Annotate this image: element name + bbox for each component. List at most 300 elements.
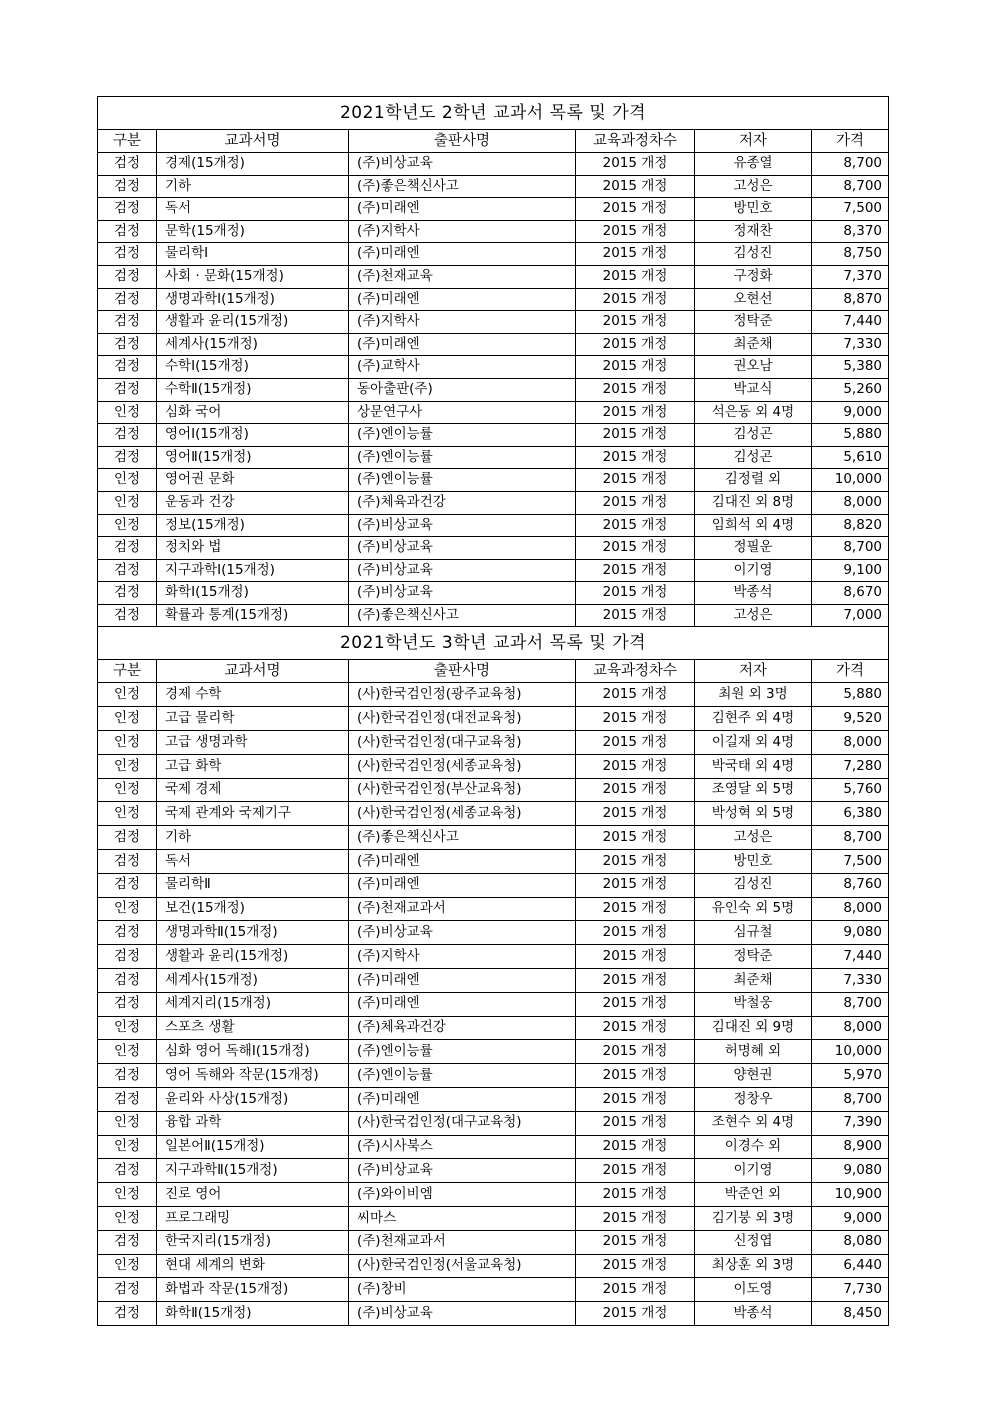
textbook-name-cell: 융합 과학 [157,1111,349,1135]
category-cell: 검정 [98,333,157,356]
price-cell: 9,080 [812,1159,889,1183]
grade2-section [98,97,889,627]
author-cell: 구정화 [695,265,812,288]
curriculum-cell: 2015 개정 [576,1040,695,1064]
curriculum-cell: 2015 개정 [576,424,695,447]
grade3-header-row [98,660,889,683]
publisher-cell: (사)한국검인정(세종교육청) [349,754,576,778]
textbook-name-cell: 생명과학Ⅰ(15개정) [157,288,349,311]
textbook-name-cell: 정보(15개정) [157,514,349,537]
author-cell: 김기붕 외 3명 [695,1207,812,1231]
author-cell: 조현수 외 4명 [695,1111,812,1135]
category-cell: 검정 [98,356,157,379]
publisher-cell: (주)좋은책신사고 [349,604,576,627]
table-row [98,356,889,379]
publisher-cell: (주)천재교육 [349,265,576,288]
col-header-price: 가격 [812,660,889,683]
publisher-cell: (주)천재교과서 [349,1230,576,1254]
price-cell: 8,820 [812,514,889,537]
textbook-name-cell: 고급 생명과학 [157,731,349,755]
category-cell: 검정 [98,424,157,447]
author-cell: 김성곤 [695,446,812,469]
table-row [98,1278,889,1302]
category-cell: 검정 [98,265,157,288]
table-row [98,1016,889,1040]
publisher-cell: (주)비상교육 [349,559,576,582]
col-header-category: 구분 [98,660,157,683]
textbook-name-cell: 사회 · 문화(15개정) [157,265,349,288]
publisher-cell: (사)한국검인정(대구교육청) [349,1111,576,1135]
publisher-cell: (주)미래엔 [349,969,576,993]
table-row [98,537,889,560]
category-cell: 인정 [98,514,157,537]
author-cell: 이경수 외 [695,1135,812,1159]
curriculum-cell: 2015 개정 [576,175,695,198]
price-cell: 7,000 [812,604,889,627]
curriculum-cell: 2015 개정 [576,1016,695,1040]
curriculum-cell: 2015 개정 [576,582,695,605]
author-cell: 권오남 [695,356,812,379]
textbook-name-cell: 세계사(15개정) [157,969,349,993]
curriculum-cell: 2015 개정 [576,1254,695,1278]
col-header-textbook: 교과서명 [157,660,349,683]
table-row [98,754,889,778]
table-row [98,243,889,266]
textbook-name-cell: 지구과학Ⅰ(15개정) [157,559,349,582]
price-cell: 9,100 [812,559,889,582]
price-cell: 8,670 [812,582,889,605]
table-row [98,969,889,993]
category-cell: 검정 [98,559,157,582]
table-row [98,559,889,582]
price-cell: 7,730 [812,1278,889,1302]
textbook-document [97,96,888,1326]
author-cell: 석은동 외 4명 [695,401,812,424]
curriculum-cell: 2015 개정 [576,802,695,826]
table-row [98,1159,889,1183]
price-cell: 5,880 [812,683,889,707]
publisher-cell: (주)천재교과서 [349,897,576,921]
table-row [98,311,889,334]
table-row [98,707,889,731]
price-cell: 7,280 [812,754,889,778]
author-cell: 김대진 외 8명 [695,491,812,514]
author-cell: 이길재 외 4명 [695,731,812,755]
curriculum-cell: 2015 개정 [576,707,695,731]
textbook-name-cell: 한국지리(15개정) [157,1230,349,1254]
textbook-name-cell: 영어권 문화 [157,469,349,492]
author-cell: 정탁준 [695,311,812,334]
curriculum-cell: 2015 개정 [576,850,695,874]
textbook-name-cell: 경제 수학 [157,683,349,707]
textbook-name-cell: 수학Ⅱ(15개정) [157,378,349,401]
author-cell: 고성은 [695,604,812,627]
publisher-cell: (주)비상교육 [349,537,576,560]
price-cell: 7,330 [812,969,889,993]
publisher-cell: (사)한국검인정(부산교육청) [349,778,576,802]
textbook-name-cell: 독서 [157,198,349,221]
author-cell: 이기영 [695,1159,812,1183]
category-cell: 검정 [98,1230,157,1254]
author-cell: 이도영 [695,1278,812,1302]
textbook-name-cell: 윤리와 사상(15개정) [157,1088,349,1112]
publisher-cell: (주)비상교육 [349,1302,576,1326]
category-cell: 인정 [98,1135,157,1159]
category-cell: 검정 [98,288,157,311]
textbook-name-cell: 운동과 건강 [157,491,349,514]
publisher-cell: (주)좋은책신사고 [349,826,576,850]
curriculum-cell: 2015 개정 [576,514,695,537]
grade3-title-row [98,627,889,660]
curriculum-cell: 2015 개정 [576,378,695,401]
price-cell: 5,610 [812,446,889,469]
author-cell: 최원 외 3명 [695,683,812,707]
price-cell: 8,700 [812,153,889,176]
author-cell: 김성곤 [695,424,812,447]
table-row [98,265,889,288]
author-cell: 박종석 [695,1302,812,1326]
category-cell: 인정 [98,1040,157,1064]
table-row [98,469,889,492]
table-row [98,897,889,921]
curriculum-cell: 2015 개정 [576,288,695,311]
textbook-name-cell: 문학(15개정) [157,220,349,243]
author-cell: 정재찬 [695,220,812,243]
publisher-cell: (주)비상교육 [349,1159,576,1183]
curriculum-cell: 2015 개정 [576,1278,695,1302]
price-cell: 9,080 [812,921,889,945]
author-cell: 박성혁 외 5명 [695,802,812,826]
table-row [98,1183,889,1207]
category-cell: 인정 [98,731,157,755]
textbook-name-cell: 진로 영어 [157,1183,349,1207]
table-row [98,153,889,176]
author-cell: 박국태 외 4명 [695,754,812,778]
price-cell: 8,700 [812,992,889,1016]
author-cell: 양현권 [695,1064,812,1088]
publisher-cell: 상문연구사 [349,401,576,424]
curriculum-cell: 2015 개정 [576,446,695,469]
textbook-name-cell: 프로그래밍 [157,1207,349,1231]
textbook-name-cell: 정치와 법 [157,537,349,560]
table-row [98,802,889,826]
table-row [98,873,889,897]
author-cell: 심규철 [695,921,812,945]
publisher-cell: (사)한국검인정(세종교육청) [349,802,576,826]
author-cell: 정탁준 [695,945,812,969]
textbook-name-cell: 독서 [157,850,349,874]
publisher-cell: (주)비상교육 [349,514,576,537]
price-cell: 8,870 [812,288,889,311]
curriculum-cell: 2015 개정 [576,897,695,921]
curriculum-cell: 2015 개정 [576,153,695,176]
category-cell: 인정 [98,707,157,731]
category-cell: 검정 [98,1088,157,1112]
publisher-cell: (사)한국검인정(서울교육청) [349,1254,576,1278]
textbook-table [97,96,889,1326]
publisher-cell: (사)한국검인정(대전교육청) [349,707,576,731]
curriculum-cell: 2015 개정 [576,220,695,243]
author-cell: 방민호 [695,850,812,874]
publisher-cell: (주)미래엔 [349,992,576,1016]
price-cell: 9,000 [812,1207,889,1231]
textbook-name-cell: 영어Ⅱ(15개정) [157,446,349,469]
curriculum-cell: 2015 개정 [576,198,695,221]
textbook-name-cell: 현대 세계의 변화 [157,1254,349,1278]
price-cell: 7,370 [812,265,889,288]
publisher-cell: (주)지학사 [349,220,576,243]
curriculum-cell: 2015 개정 [576,401,695,424]
author-cell: 고성은 [695,175,812,198]
curriculum-cell: 2015 개정 [576,945,695,969]
price-cell: 7,440 [812,945,889,969]
curriculum-cell: 2015 개정 [576,1207,695,1231]
category-cell: 인정 [98,802,157,826]
category-cell: 인정 [98,401,157,424]
author-cell: 최준채 [695,333,812,356]
category-cell: 검정 [98,198,157,221]
curriculum-cell: 2015 개정 [576,537,695,560]
price-cell: 5,970 [812,1064,889,1088]
price-cell: 5,380 [812,356,889,379]
curriculum-cell: 2015 개정 [576,992,695,1016]
curriculum-cell: 2015 개정 [576,243,695,266]
table-row [98,378,889,401]
category-cell: 검정 [98,446,157,469]
publisher-cell: (주)미래엔 [349,333,576,356]
publisher-cell: (주)미래엔 [349,243,576,266]
category-cell: 검정 [98,969,157,993]
author-cell: 최준채 [695,969,812,993]
author-cell: 김대진 외 9명 [695,1016,812,1040]
author-cell: 고성은 [695,826,812,850]
textbook-name-cell: 수학Ⅰ(15개정) [157,356,349,379]
publisher-cell: (주)미래엔 [349,288,576,311]
author-cell: 박준언 외 [695,1183,812,1207]
textbook-name-cell: 화법과 작문(15개정) [157,1278,349,1302]
category-cell: 검정 [98,582,157,605]
category-cell: 검정 [98,921,157,945]
col-header-textbook: 교과서명 [157,130,349,153]
publisher-cell: (주)창비 [349,1278,576,1302]
col-header-author: 저자 [695,130,812,153]
publisher-cell: (주)엔이능률 [349,1064,576,1088]
category-cell: 인정 [98,469,157,492]
category-cell: 인정 [98,491,157,514]
textbook-name-cell: 일본어Ⅱ(15개정) [157,1135,349,1159]
curriculum-cell: 2015 개정 [576,1302,695,1326]
curriculum-cell: 2015 개정 [576,921,695,945]
curriculum-cell: 2015 개정 [576,778,695,802]
curriculum-cell: 2015 개정 [576,469,695,492]
author-cell: 박교식 [695,378,812,401]
textbook-name-cell: 화학Ⅱ(15개정) [157,1302,349,1326]
table-row [98,220,889,243]
textbook-name-cell: 생명과학Ⅱ(15개정) [157,921,349,945]
publisher-cell: (사)한국검인정(광주교육청) [349,683,576,707]
author-cell: 유인숙 외 5명 [695,897,812,921]
col-header-price: 가격 [812,130,889,153]
table-row [98,778,889,802]
publisher-cell: (주)와이비엠 [349,1183,576,1207]
price-cell: 8,700 [812,175,889,198]
table-row [98,1207,889,1231]
textbook-name-cell: 영어 독해와 작문(15개정) [157,1064,349,1088]
author-cell: 김현주 외 4명 [695,707,812,731]
publisher-cell: (주)체육과건강 [349,1016,576,1040]
price-cell: 7,390 [812,1111,889,1135]
table-row [98,1254,889,1278]
grade2-header-row [98,130,889,153]
table-row [98,921,889,945]
textbook-name-cell: 영어Ⅰ(15개정) [157,424,349,447]
textbook-name-cell: 국제 관계와 국제기구 [157,802,349,826]
textbook-name-cell: 기하 [157,175,349,198]
publisher-cell: (주)엔이능률 [349,469,576,492]
author-cell: 정창우 [695,1088,812,1112]
table-row [98,1111,889,1135]
author-cell: 임희석 외 4명 [695,514,812,537]
category-cell: 인정 [98,897,157,921]
price-cell: 8,750 [812,243,889,266]
author-cell: 김정렬 외 [695,469,812,492]
price-cell: 8,000 [812,897,889,921]
publisher-cell: (주)체육과건강 [349,491,576,514]
textbook-name-cell: 지구과학Ⅱ(15개정) [157,1159,349,1183]
category-cell: 검정 [98,1159,157,1183]
price-cell: 6,380 [812,802,889,826]
publisher-cell: 씨마스 [349,1207,576,1231]
col-header-author: 저자 [695,660,812,683]
table-row [98,731,889,755]
table-row [98,424,889,447]
textbook-name-cell: 보건(15개정) [157,897,349,921]
price-cell: 8,760 [812,873,889,897]
table-row [98,945,889,969]
category-cell: 검정 [98,175,157,198]
table-row [98,850,889,874]
table-row [98,288,889,311]
category-cell: 인정 [98,1254,157,1278]
col-header-curriculum: 교육과정차수 [576,660,695,683]
table-row [98,491,889,514]
category-cell: 검정 [98,873,157,897]
price-cell: 8,000 [812,731,889,755]
publisher-cell: (사)한국검인정(대구교육청) [349,731,576,755]
publisher-cell: (주)비상교육 [349,153,576,176]
category-cell: 검정 [98,378,157,401]
author-cell: 조영달 외 5명 [695,778,812,802]
curriculum-cell: 2015 개정 [576,1135,695,1159]
textbook-name-cell: 경제(15개정) [157,153,349,176]
textbook-name-cell: 세계사(15개정) [157,333,349,356]
col-header-publisher: 출판사명 [349,660,576,683]
publisher-cell: (주)엔이능률 [349,1040,576,1064]
table-row [98,401,889,424]
grade3-section [98,627,889,1326]
price-cell: 8,700 [812,1088,889,1112]
price-cell: 5,260 [812,378,889,401]
textbook-name-cell: 고급 화학 [157,754,349,778]
category-cell: 인정 [98,683,157,707]
curriculum-cell: 2015 개정 [576,1159,695,1183]
category-cell: 검정 [98,1064,157,1088]
publisher-cell: (주)엔이능률 [349,446,576,469]
textbook-name-cell: 생활과 윤리(15개정) [157,311,349,334]
category-cell: 검정 [98,1278,157,1302]
grade2-title-row [98,97,889,130]
curriculum-cell: 2015 개정 [576,559,695,582]
table-row [98,175,889,198]
table-row [98,1135,889,1159]
curriculum-cell: 2015 개정 [576,265,695,288]
publisher-cell: (주)교학사 [349,356,576,379]
textbook-name-cell: 생활과 윤리(15개정) [157,945,349,969]
publisher-cell: (주)미래엔 [349,873,576,897]
table-row [98,992,889,1016]
publisher-cell: (주)미래엔 [349,1088,576,1112]
category-cell: 인정 [98,1016,157,1040]
table-row [98,826,889,850]
price-cell: 8,450 [812,1302,889,1326]
curriculum-cell: 2015 개정 [576,311,695,334]
curriculum-cell: 2015 개정 [576,969,695,993]
publisher-cell: (주)엔이능률 [349,424,576,447]
col-header-curriculum: 교육과정차수 [576,130,695,153]
table-row [98,683,889,707]
author-cell: 방민호 [695,198,812,221]
col-header-publisher: 출판사명 [349,130,576,153]
textbook-name-cell: 국제 경제 [157,778,349,802]
textbook-name-cell: 고급 물리학 [157,707,349,731]
curriculum-cell: 2015 개정 [576,604,695,627]
price-cell: 8,000 [812,1016,889,1040]
publisher-cell: (주)지학사 [349,311,576,334]
curriculum-cell: 2015 개정 [576,826,695,850]
category-cell: 검정 [98,537,157,560]
price-cell: 7,500 [812,198,889,221]
curriculum-cell: 2015 개정 [576,731,695,755]
price-cell: 10,000 [812,1040,889,1064]
textbook-name-cell: 화학Ⅰ(15개정) [157,582,349,605]
price-cell: 8,700 [812,537,889,560]
category-cell: 인정 [98,754,157,778]
price-cell: 6,440 [812,1254,889,1278]
table-row [98,1230,889,1254]
curriculum-cell: 2015 개정 [576,683,695,707]
curriculum-cell: 2015 개정 [576,333,695,356]
category-cell: 검정 [98,220,157,243]
textbook-name-cell: 확률과 통계(15개정) [157,604,349,627]
textbook-name-cell: 물리학Ⅱ [157,873,349,897]
price-cell: 7,330 [812,333,889,356]
curriculum-cell: 2015 개정 [576,1183,695,1207]
price-cell: 7,440 [812,311,889,334]
curriculum-cell: 2015 개정 [576,1111,695,1135]
category-cell: 검정 [98,992,157,1016]
textbook-name-cell: 심화 영어 독해Ⅰ(15개정) [157,1040,349,1064]
author-cell: 박철웅 [695,992,812,1016]
table-row [98,1088,889,1112]
price-cell: 8,080 [812,1230,889,1254]
publisher-cell: (주)지학사 [349,945,576,969]
publisher-cell: (주)미래엔 [349,198,576,221]
table-row [98,1040,889,1064]
price-cell: 8,900 [812,1135,889,1159]
category-cell: 검정 [98,850,157,874]
category-cell: 검정 [98,311,157,334]
author-cell: 정필운 [695,537,812,560]
